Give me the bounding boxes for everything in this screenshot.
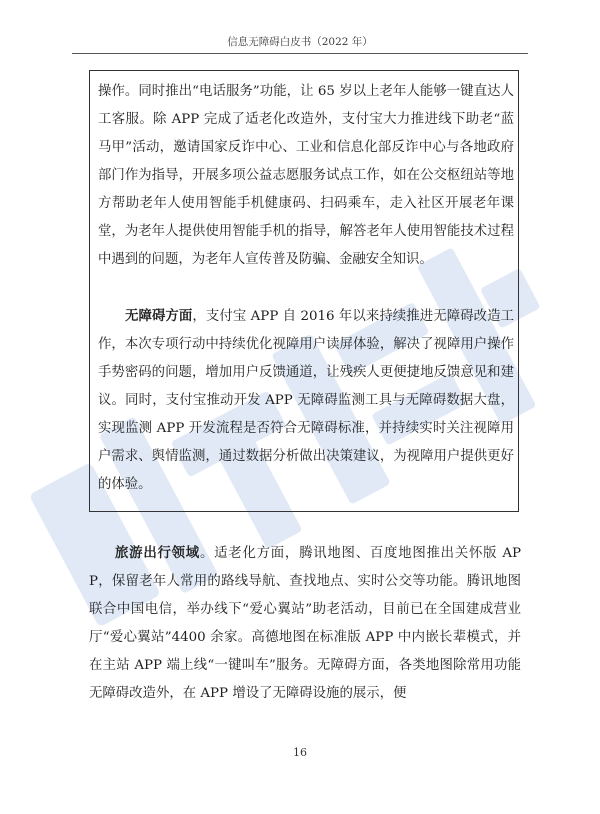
box-paragraph-1: 操作。同时推出“电话服务”功能，让 65 岁以上老年人能够一键直达人工客服。除 APP 完成了适老化改造外，支付宝大力推进线下助老“蓝马甲”活动，邀请国家反诈中心、工业和信息化部反诈中心与各地政府部门作为指导，开展多项公益志愿服务试点工作，如在公交枢纽站等地方帮助老年人使用智能手机健康码、扫码乘车，走入社区开展老年课堂，为老年人提供使用智能手机的指导，解答老年人使用智能技术过程中遇到的问题，为老年人宣传普及防骗、金融安全知识。 <box>98 84 514 267</box>
travel-heading: 旅游出行领域 <box>115 545 200 561</box>
header-divider <box>72 53 528 54</box>
travel-paragraph <box>89 539 521 708</box>
accessibility-heading: 无障碍方面 <box>125 308 193 324</box>
travel-body: 。适老化方面，腾讯地图、百度地图推出关怀版 APP，保留老年人常用的路线导航、查找地点、实时公交等功能。腾讯地图联合中国电信，举办线下“爱心翼站”助老活动，目前已在全国建成营业厅“爱心翼站”4400 余家。高德地图在标准版 APP 中内嵌长辈模式，并在主站 APP 端上线“一键叫车”服务。无障碍方面，各类地图除常用功能无障碍改造外，在 APP 增设了无障碍设施的展示，便 <box>89 546 522 701</box>
page-number: 16 <box>293 746 307 759</box>
page-header: 信息无障碍白皮书（2022 年） <box>227 36 373 48</box>
accessibility-body: ，支付宝 APP 自 2016 年以来持续推进无障碍改造工作，本次专项行动中持续优化视障用户读屏体验，解决了视障用户操作手势密码的问题，增加用户反馈通道，让残疾人更便捷地反馈意见和建议。同时，支付宝推动开发 APP 无障碍监测工具与无障碍数据大盘，实现监测 APP 开发流程是否符合无障碍标准，并持续实时关注视障用户需求、舆情监测，通过数据分析做出决策建议，为视障用户提供更好的体验。 <box>98 309 515 492</box>
box-paragraph-2 <box>98 302 514 499</box>
